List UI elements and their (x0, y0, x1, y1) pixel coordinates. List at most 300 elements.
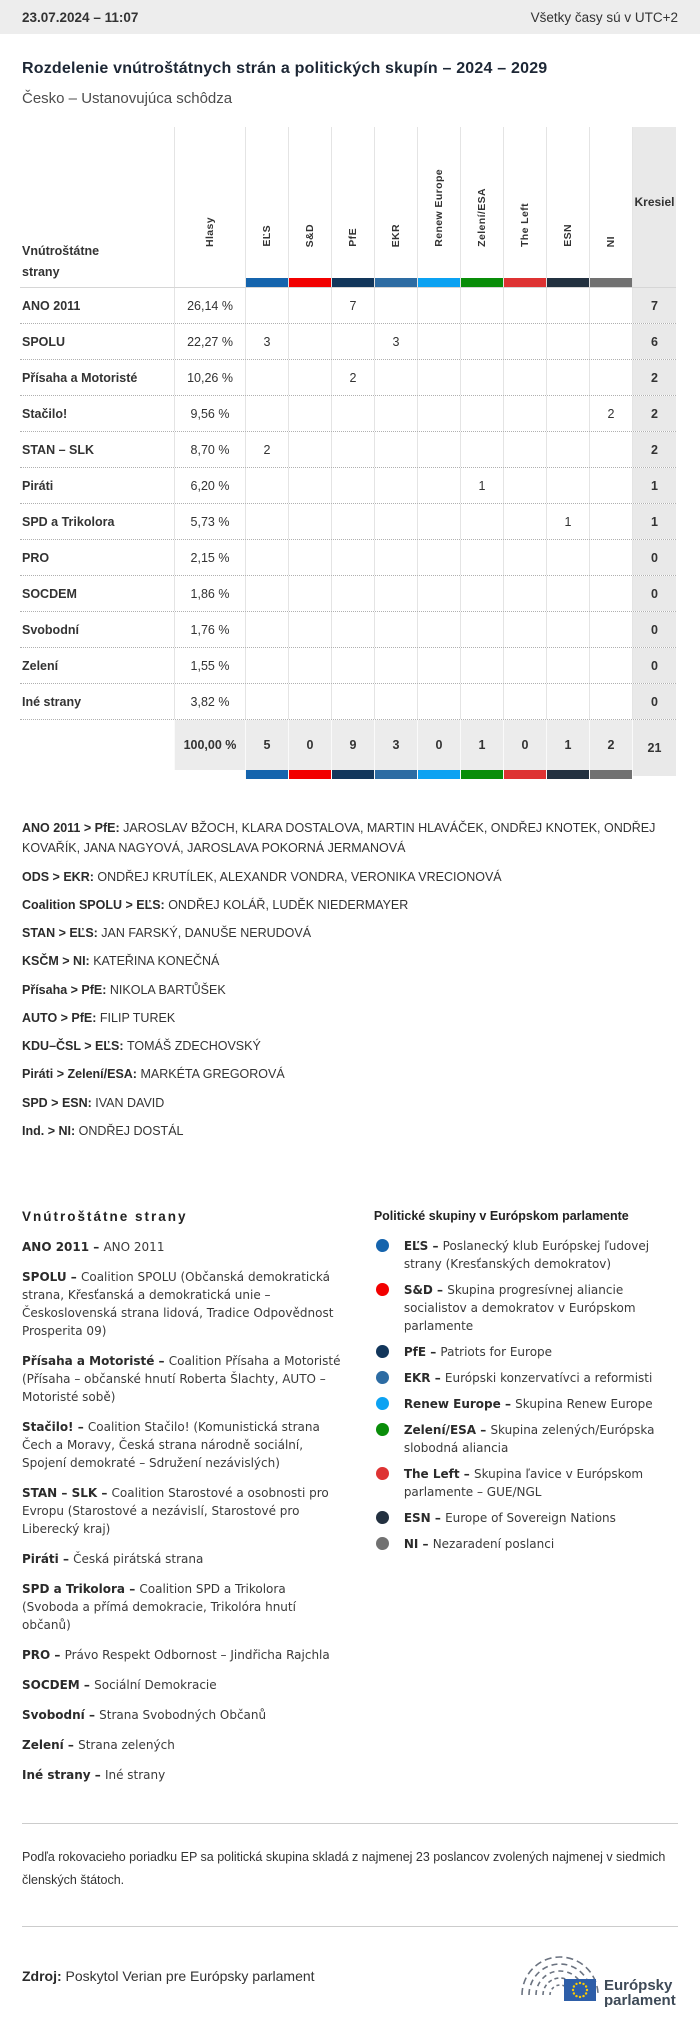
group-seats-cell (503, 432, 546, 467)
totals-group-cell: 1 (546, 720, 589, 779)
group-seats-cell (245, 504, 288, 539)
party-legend-item (22, 1676, 346, 1694)
group-seats-cell: 3 (374, 324, 417, 359)
divider-bottom (22, 1926, 678, 1927)
party-legend-term: PRO – (22, 1648, 65, 1662)
group-color-bar (461, 278, 503, 287)
group-legend-item (374, 1281, 678, 1335)
group-legend-item (374, 1395, 678, 1413)
group-seats-cell (589, 324, 632, 359)
delegation-names: NIKOLA BARTŮŠEK (109, 982, 226, 997)
delegation-line (22, 1093, 678, 1113)
group-seats-cell (546, 468, 589, 503)
group-color-dot (376, 1371, 389, 1384)
group-color-bar (332, 770, 374, 779)
group-header-label: NI (605, 235, 617, 247)
group-color-bar (289, 770, 331, 779)
group-seats-cell (288, 684, 331, 719)
group-seats-cell (546, 288, 589, 323)
party-legend-item (22, 1352, 346, 1406)
delegation-names: JAROSLAV BŽOCH, KLARA DOSTALOVA, MARTIN HLAVÁČEK, ONDŘEJ KNOTEK, ONDŘEJ KOVAŘÍK, JANA NAGYOVÁ, JAROSLAVA POKORNÁ JERMANOVÁ (22, 821, 656, 856)
party-legend-term: ANO 2011 – (22, 1240, 104, 1254)
group-header-label: The Left (519, 202, 531, 247)
party-name-cell: SPD a Trikolora (22, 514, 115, 529)
group-color-bar (375, 278, 417, 287)
party-name-cell: Svobodní (22, 622, 79, 637)
group-color-dot (376, 1239, 389, 1252)
group-seats-cell (503, 612, 546, 647)
party-legend-term: SPOLU – (22, 1270, 81, 1284)
group-column-header (374, 127, 417, 287)
group-legend-item (374, 1465, 678, 1501)
party-legend-item (22, 1484, 346, 1538)
totals-group-cell: 3 (374, 720, 417, 779)
group-color-bar (590, 770, 632, 779)
group-seats-cell (288, 396, 331, 431)
seats-total-cell: 1 (632, 504, 676, 539)
group-seats-cell (589, 288, 632, 323)
party-legend-desc: Coalition Starostové a osobnosti pro Evropu (Starostové a nezávislí, Starostové pro Liberecký kraj) (22, 1486, 329, 1536)
group-seats-cell (546, 648, 589, 683)
party-legend-term: SOCDEM – (22, 1678, 95, 1692)
seats-column-header: Kresiel (632, 127, 676, 287)
group-legend-items (374, 1237, 678, 1553)
delegation-line (22, 980, 678, 1000)
parties-column-header: Vnútroštátne strany (22, 243, 100, 279)
seats-total-cell: 2 (632, 360, 676, 395)
group-legend-item (374, 1535, 678, 1553)
party-legend-desc: Sociální Demokracie (94, 1678, 217, 1692)
totals-group-cell: 2 (589, 720, 632, 779)
delegation-line (22, 923, 678, 943)
delegation-label: KSČM > NI: (22, 954, 94, 969)
table-row (20, 648, 676, 684)
party-legend-item (22, 1268, 346, 1340)
totals-seats-cell: 21 (632, 720, 676, 776)
group-seats-cell (546, 612, 589, 647)
seats-total-cell: 7 (632, 288, 676, 323)
group-seats-cell (288, 288, 331, 323)
group-legend-desc: Europe of Sovereign Nations (445, 1511, 616, 1525)
group-seats-cell (288, 324, 331, 359)
group-seats-cell (417, 684, 460, 719)
group-seats-cell (331, 540, 374, 575)
group-legend-desc: Patriots for Europe (440, 1345, 553, 1359)
seats-total-cell: 0 (632, 612, 676, 647)
group-seats-cell (245, 612, 288, 647)
group-seats-cell (331, 324, 374, 359)
group-legend-text (404, 1237, 678, 1273)
group-seats-cell (503, 576, 546, 611)
group-seats-cell (374, 432, 417, 467)
group-seats-cell (460, 684, 503, 719)
group-legend-desc: Európski konzervatívci a reformisti (444, 1371, 653, 1385)
group-seats-cell (503, 360, 546, 395)
totals-group-cell: 0 (417, 720, 460, 779)
group-color-bar (289, 278, 331, 287)
group-seats-cell (374, 360, 417, 395)
group-seats-cell (331, 576, 374, 611)
party-legend-term: Zelení – (22, 1738, 79, 1752)
group-color-bar (418, 770, 460, 779)
group-seats-cell: 1 (460, 468, 503, 503)
votes-cell: 26,14 % (174, 288, 245, 323)
group-legend-desc: Nezaradení poslanci (432, 1537, 555, 1551)
party-legend-items (22, 1238, 346, 1784)
totals-votes-cell: 100,00 % (174, 720, 245, 770)
party-legend-desc: Coalition Přísaha a Motoristé (Přísaha – občanské hnutí Roberta Šlachty, AUTO – Motoristé sobě) (22, 1354, 341, 1404)
group-legend-abbr: PfE – (403, 1345, 441, 1359)
party-legend-term: Piráti – (22, 1552, 74, 1566)
group-legend-desc: Skupina ľavice v Európskom parlamente – GUE/NGL (403, 1467, 644, 1499)
seats-total-cell: 0 (632, 648, 676, 683)
group-seats-cell (288, 540, 331, 575)
group-seats-cell (503, 468, 546, 503)
group-seats-cell (460, 540, 503, 575)
group-legend-item (374, 1509, 678, 1527)
group-seats-cell: 2 (331, 360, 374, 395)
group-seats-cell (546, 396, 589, 431)
delegation-line (22, 1036, 678, 1056)
party-legend-desc: Strana Svobodných Občanů (99, 1708, 267, 1722)
delegation-names: TOMÁŠ ZDECHOVSKÝ (127, 1039, 261, 1053)
group-seats-cell (589, 612, 632, 647)
group-seats-cell (245, 684, 288, 719)
group-seats-cell (460, 648, 503, 683)
group-header-label: S&D (304, 223, 316, 247)
votes-cell: 1,86 % (174, 576, 245, 611)
group-seats-cell (589, 648, 632, 683)
group-color-dot (376, 1511, 389, 1524)
party-legend-desc: Coalition SPD a Trikolora (Svoboda a přímá demokracie, Trikolóra hnutí občanů) (22, 1582, 296, 1632)
delegation-label: Přísaha > PfE: (22, 982, 110, 997)
group-color-bar (547, 278, 589, 287)
group-legend-desc: Skupina zelených/Európska slobodná aliancia (403, 1423, 655, 1455)
votes-cell: 22,27 % (174, 324, 245, 359)
group-seats-cell (288, 648, 331, 683)
totals-group-cell: 5 (245, 720, 288, 779)
group-seats-cell (417, 432, 460, 467)
group-legend-abbr: S&D – (403, 1283, 448, 1297)
delegation-line (22, 1064, 678, 1084)
seats-total-cell: 0 (632, 576, 676, 611)
group-seats-cell (589, 540, 632, 575)
group-seats-cell (374, 684, 417, 719)
group-legend-heading: Politické skupiny v Európskom parlamente (373, 1209, 629, 1223)
delegation-names: FILIP TUREK (99, 1010, 176, 1025)
votes-cell: 1,76 % (174, 612, 245, 647)
group-legend-item (374, 1237, 678, 1273)
delegation-line (22, 951, 678, 971)
party-legend-desc: Strana zelených (78, 1738, 175, 1752)
table-row (20, 288, 676, 324)
table-row (20, 540, 676, 576)
group-seats-cell (546, 360, 589, 395)
party-legend-item (22, 1418, 346, 1472)
group-legend-item (374, 1369, 678, 1387)
group-seats-cell (417, 324, 460, 359)
group-seats-cell (245, 540, 288, 575)
top-bar (0, 0, 700, 34)
delegation-names: ONDŘEJ DOSTÁL (78, 1123, 184, 1138)
delegation-names: ONDŘEJ KRUTÍLEK, ALEXANDR VONDRA, VERONIKA VRECIONOVÁ (97, 869, 502, 884)
group-seats-cell (288, 360, 331, 395)
party-name-cell: SPOLU (22, 334, 66, 349)
votes-cell: 9,56 % (174, 396, 245, 431)
group-seats-cell (503, 396, 546, 431)
group-seats-cell (460, 324, 503, 359)
table-totals-row (20, 720, 676, 776)
table-row (20, 576, 676, 612)
group-seats-cell (374, 612, 417, 647)
delegation-label: ODS > EKR: (22, 869, 98, 884)
group-seats-cell (288, 468, 331, 503)
group-seats-cell (374, 540, 417, 575)
group-legend-abbr: NI – (403, 1537, 433, 1551)
group-seats-cell (417, 540, 460, 575)
group-seats-cell (374, 576, 417, 611)
group-seats-cell (460, 612, 503, 647)
group-seats-cell (331, 612, 374, 647)
group-seats-cell (417, 396, 460, 431)
party-legend-item (22, 1550, 346, 1568)
group-legend-text (404, 1369, 678, 1387)
delegation-label: Ind. > NI: (22, 1123, 79, 1138)
party-legend-desc: Coalition SPOLU (Občanská demokratická strana, Křesťanská a demokratická unie – Československá strana lidová, Tradice Odpovědnost Prosperita 09) (22, 1270, 334, 1338)
votes-cell: 8,70 % (174, 432, 245, 467)
group-seats-cell (546, 576, 589, 611)
group-seats-cell (331, 432, 374, 467)
delegation-names: ONDŘEJ KOLÁŘ, LUDĚK NIEDERMAYER (168, 897, 409, 912)
group-seats-cell (460, 576, 503, 611)
party-name-cell: Přísaha a Motoristé (22, 370, 138, 385)
group-column-header (288, 127, 331, 287)
note-text: Podľa rokovacieho poriadku EP sa politická skupina skladá z najmenej 23 poslancov zvolených najmenej v siedmich členských štátoch. (22, 1850, 666, 1888)
group-seats-cell (589, 360, 632, 395)
party-legend-term: Stačilo! – (22, 1420, 88, 1434)
group-legend-desc: Poslanecký klub Európskej ľudovej strany (Kresťanských demokratov) (403, 1239, 650, 1271)
datetime-label: 23.07.2024 – 11:07 (22, 9, 139, 25)
group-color-bar (504, 278, 546, 287)
source-text: Poskytol Verian pre Európsky parlament (65, 1968, 315, 1985)
group-seats-cell (417, 360, 460, 395)
totals-group-cell: 9 (331, 720, 374, 779)
group-seats-cell (503, 648, 546, 683)
group-seats-cell: 3 (245, 324, 288, 359)
group-seats-cell: 7 (331, 288, 374, 323)
table-row (20, 612, 676, 648)
party-legend-desc: Česká pirátská strana (73, 1552, 204, 1566)
group-color-bar (246, 770, 288, 779)
group-column-header (546, 127, 589, 287)
group-seats-cell (288, 504, 331, 539)
votes-cell: 6,20 % (174, 468, 245, 503)
group-legend-text (404, 1343, 678, 1361)
group-seats-cell (245, 288, 288, 323)
group-color-dot (376, 1345, 389, 1358)
group-legend-text (404, 1509, 678, 1527)
party-legend-item (22, 1646, 346, 1664)
votes-cell: 1,55 % (174, 648, 245, 683)
party-name-cell: SOCDEM (22, 586, 77, 601)
group-seats-cell (589, 432, 632, 467)
group-legend (374, 1209, 678, 1789)
page-title: Rozdelenie vnútroštátnych strán a politických skupín – 2024 – 2029 (22, 60, 548, 77)
votes-cell: 5,73 % (174, 504, 245, 539)
table-row (20, 468, 676, 504)
group-seats-cell (288, 432, 331, 467)
party-name-cell: PRO (22, 550, 50, 565)
group-seats-cell (331, 396, 374, 431)
delegation-names: MARKÉTA GREGOROVÁ (140, 1067, 285, 1082)
group-legend-abbr: ESN – (403, 1511, 446, 1525)
logo-text-line1: Európsky (604, 1977, 673, 1995)
group-seats-cell (245, 576, 288, 611)
delegation-label: SPD > ESN: (22, 1095, 96, 1110)
party-legend-heading: Vnútroštátne strany (22, 1209, 188, 1224)
party-legend-desc: Právo Respekt Odbornost – Jindřicha Rajchla (64, 1648, 330, 1662)
totals-group-cell: 0 (288, 720, 331, 779)
table-row (20, 504, 676, 540)
group-seats-cell (589, 468, 632, 503)
group-seats-cell (288, 576, 331, 611)
table-row (20, 684, 676, 720)
group-header-label: EĽS (261, 225, 273, 247)
group-header-label: Renew Europe (433, 169, 445, 247)
group-seats-cell (374, 288, 417, 323)
group-seats-cell (374, 396, 417, 431)
group-seats-cell (245, 396, 288, 431)
group-column-header (331, 127, 374, 287)
group-column-header (503, 127, 546, 287)
group-seats-cell (331, 684, 374, 719)
group-color-dot (376, 1423, 389, 1436)
group-seats-cell (503, 324, 546, 359)
group-seats-cell (417, 648, 460, 683)
party-legend-desc: ANO 2011 (103, 1240, 165, 1254)
group-color-bar (332, 278, 374, 287)
group-seats-cell (460, 432, 503, 467)
group-seats-cell (417, 576, 460, 611)
seats-total-cell: 2 (632, 396, 676, 431)
group-color-bar (590, 278, 632, 287)
group-legend-item (374, 1343, 678, 1361)
footer (22, 1945, 678, 2007)
group-seats-cell (546, 432, 589, 467)
group-seats-cell (460, 360, 503, 395)
group-color-dot (376, 1397, 389, 1410)
party-legend-term: Iné strany – (22, 1768, 105, 1782)
party-legend-item (22, 1580, 346, 1634)
seats-total-cell: 0 (632, 540, 676, 575)
totals-group-cell: 1 (460, 720, 503, 779)
group-seats-cell (245, 648, 288, 683)
group-color-dot (376, 1537, 389, 1550)
delegation-line (22, 895, 678, 915)
page-subtitle: Česko – Ustanovujúca schôdza (22, 90, 233, 107)
group-legend-desc: Skupina Renew Europe (515, 1397, 653, 1411)
delegation-names: KATEŘINA KONEČNÁ (93, 954, 220, 969)
group-color-bar (418, 278, 460, 287)
delegation-label: KDU–ČSL > EĽS: (22, 1039, 127, 1053)
group-color-dot (376, 1467, 389, 1480)
source-label: Zdroj: (22, 1968, 62, 1985)
group-seats-cell (503, 288, 546, 323)
group-color-bar (547, 770, 589, 779)
seats-total-cell: 6 (632, 324, 676, 359)
group-seats-cell (589, 504, 632, 539)
group-legend-abbr: Renew Europe – (403, 1397, 516, 1411)
group-seats-cell: 2 (245, 432, 288, 467)
group-legend-text (404, 1535, 678, 1553)
delegation-line (22, 818, 678, 859)
delegation-label: Piráti > Zelení/ESA: (22, 1067, 141, 1082)
legends-section (22, 1209, 678, 1789)
party-legend-term: Přísaha a Motoristé – (22, 1354, 169, 1368)
party-name-cell: Stačilo! (22, 406, 68, 421)
group-seats-cell (417, 468, 460, 503)
group-seats-cell (331, 504, 374, 539)
divider-top (22, 1823, 678, 1824)
group-seats-cell (374, 648, 417, 683)
party-legend-item (22, 1766, 346, 1784)
totals-group-cell: 0 (503, 720, 546, 779)
party-name-cell: Zelení (22, 658, 59, 673)
party-legend (22, 1209, 346, 1789)
delegation-names: JAN FARSKÝ, DANUŠE NERUDOVÁ (101, 926, 312, 940)
group-seats-cell (589, 576, 632, 611)
group-legend-text (404, 1281, 678, 1335)
table-row (20, 396, 676, 432)
seats-total-cell: 1 (632, 468, 676, 503)
group-seats-cell (460, 396, 503, 431)
group-header-label: EKR (390, 223, 402, 247)
group-legend-abbr: Zelení/ESA – (403, 1423, 491, 1437)
party-name-cell: Iné strany (22, 694, 82, 709)
group-seats-cell (417, 504, 460, 539)
group-seats-cell (245, 468, 288, 503)
group-seats-cell (546, 540, 589, 575)
group-seats-cell (374, 468, 417, 503)
party-legend-term: STAN – SLK – (22, 1486, 112, 1500)
votes-cell: 10,26 % (174, 360, 245, 395)
table-row (20, 324, 676, 360)
delegation-label: Coalition SPOLU > EĽS: (22, 897, 169, 912)
group-header-label: Zelení/ESA (476, 188, 488, 247)
group-legend-text (404, 1395, 678, 1413)
logo-text-line2: parlament (604, 1992, 676, 2008)
table-header-row (20, 127, 676, 288)
delegation-line (22, 1008, 678, 1028)
totals-empty-cell (20, 720, 174, 770)
delegations-section (22, 818, 678, 1141)
group-color-bar (461, 770, 503, 779)
party-name-cell: Piráti (22, 478, 54, 493)
group-seats-cell (546, 684, 589, 719)
group-seats-cell (589, 684, 632, 719)
group-column-header (589, 127, 632, 287)
group-column-header (417, 127, 460, 287)
group-color-bar (375, 770, 417, 779)
group-seats-cell (417, 612, 460, 647)
group-column-header (245, 127, 288, 287)
delegation-label: ANO 2011 > PfE: (22, 821, 124, 835)
party-legend-item (22, 1238, 346, 1256)
table-row (20, 360, 676, 396)
votes-column-header (174, 127, 245, 287)
source-line (22, 1968, 315, 1984)
group-seats-cell (331, 648, 374, 683)
